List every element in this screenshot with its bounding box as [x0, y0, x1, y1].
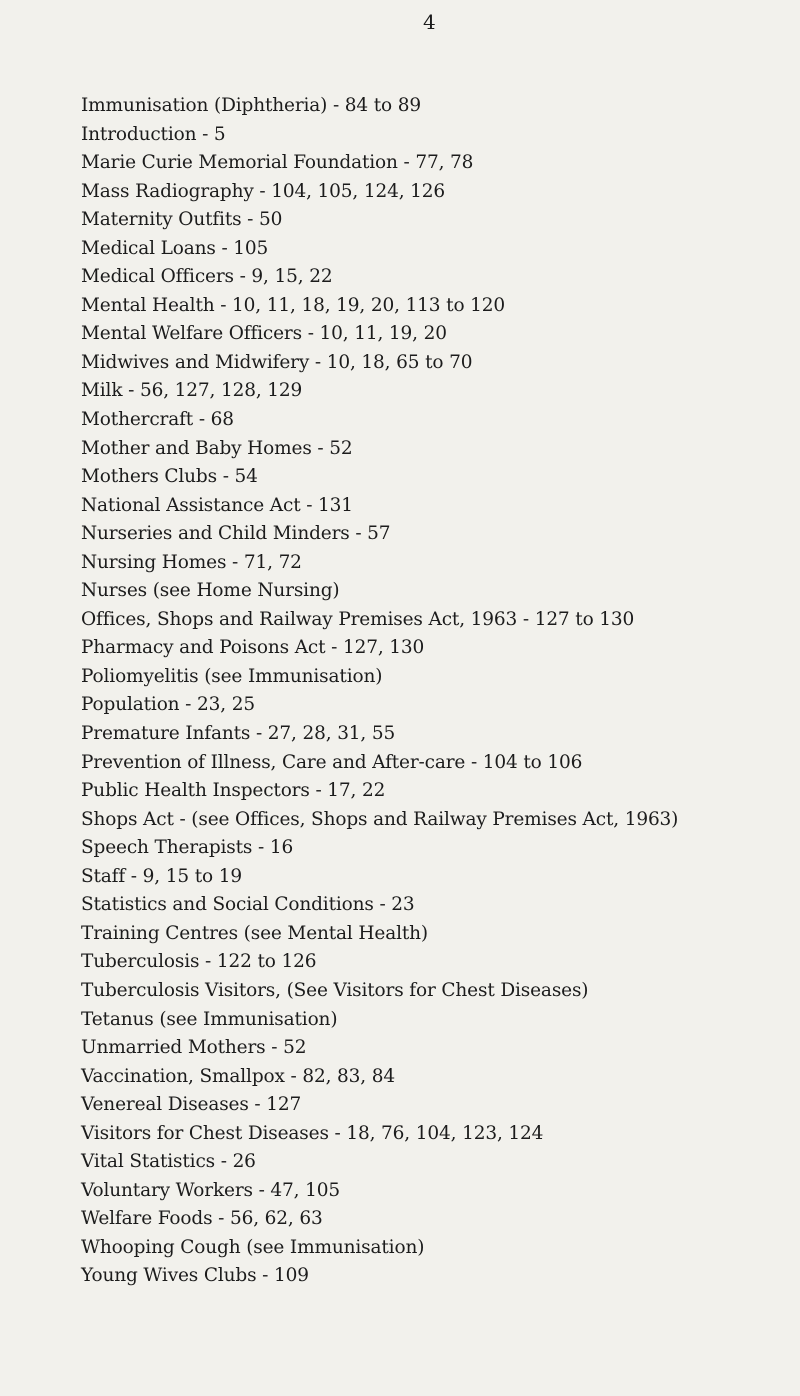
- index-entry: Maternity Outfits - 50: [81, 209, 283, 231]
- index-entry: Visitors for Chest Diseases - 18, 76, 104, 123, 124: [81, 1122, 544, 1144]
- index-entry: Speech Therapists - 16: [81, 837, 294, 859]
- index-entry: Mental Health - 10, 11, 18, 19, 20, 113 to 120: [81, 294, 506, 316]
- index-entry: Population - 23, 25: [81, 694, 255, 716]
- page-number: 4: [423, 10, 436, 34]
- index-entry: Tetanus (see Immunisation): [81, 1008, 338, 1030]
- index-entry: Pharmacy and Poisons Act - 127, 130: [81, 637, 425, 659]
- index-entry: Offices, Shops and Railway Premises Act, 1963 - 127 to 130: [81, 608, 635, 630]
- index-entry: Tuberculosis Visitors, (See Visitors for Chest Diseases): [81, 979, 589, 1001]
- index-entry: Immunisation (Diphtheria) - 84 to 89: [81, 95, 422, 116]
- index-entry: Staff - 9, 15 to 19: [81, 865, 242, 887]
- index-entry: Vital Statistics - 26: [81, 1151, 256, 1173]
- index-entry: Nursing Homes - 71, 72: [81, 551, 302, 573]
- index-entry: Statistics and Social Conditions - 23: [81, 894, 415, 916]
- index-entry: Mass Radiography - 104, 105, 124, 126: [81, 180, 446, 202]
- index-entry: Introduction - 5: [81, 123, 226, 145]
- index-entry: National Assistance Act - 131: [81, 494, 353, 516]
- index-entry: Tuberculosis - 122 to 126: [81, 951, 317, 973]
- index-entry: Mothers Clubs - 54: [81, 466, 258, 488]
- index-entry: Shops Act - (see Offices, Shops and Railway Premises Act, 1963): [81, 808, 679, 830]
- index-entry: Welfare Foods - 56, 62, 63: [81, 1208, 323, 1230]
- index-entry: Premature Infants - 27, 28, 31, 55: [81, 723, 396, 745]
- index-entry: Vaccination, Smallpox - 82, 83, 84: [81, 1065, 395, 1087]
- index-entry: Prevention of Illness, Care and After-care - 104 to 106: [81, 751, 583, 773]
- index-entry: Nurseries and Child Minders - 57: [81, 523, 391, 545]
- index-entry: Public Health Inspectors - 17, 22: [81, 780, 386, 802]
- index-entry: Milk - 56, 127, 128, 129: [81, 380, 303, 402]
- index-entry: Mothercraft - 68: [81, 409, 234, 431]
- index-entry: Midwives and Midwifery - 10, 18, 65 to 70: [81, 351, 473, 373]
- index-entry: Nurses (see Home Nursing): [81, 580, 340, 602]
- index-entry: Medical Loans - 105: [81, 237, 269, 259]
- index-entry: Mental Welfare Officers - 10, 11, 19, 20: [81, 323, 447, 345]
- index-entry: Marie Curie Memorial Foundation - 77, 78: [81, 152, 474, 174]
- index-entry: Unmarried Mothers - 52: [81, 1037, 307, 1059]
- index-entry: Young Wives Clubs - 109: [81, 1265, 309, 1287]
- index-entry: Venereal Diseases - 127: [81, 1094, 302, 1116]
- index-entry: Whooping Cough (see Immunisation): [81, 1236, 425, 1258]
- index-entry: Medical Officers - 9, 15, 22: [81, 266, 333, 288]
- index-list: [81, 92, 793, 1291]
- index-entry: Mother and Baby Homes - 52: [81, 437, 353, 459]
- index-entry: Voluntary Workers - 47, 105: [81, 1179, 340, 1201]
- index-entry: Training Centres (see Mental Health): [81, 922, 428, 944]
- index-entry: Poliomyelitis (see Immunisation): [81, 665, 383, 687]
